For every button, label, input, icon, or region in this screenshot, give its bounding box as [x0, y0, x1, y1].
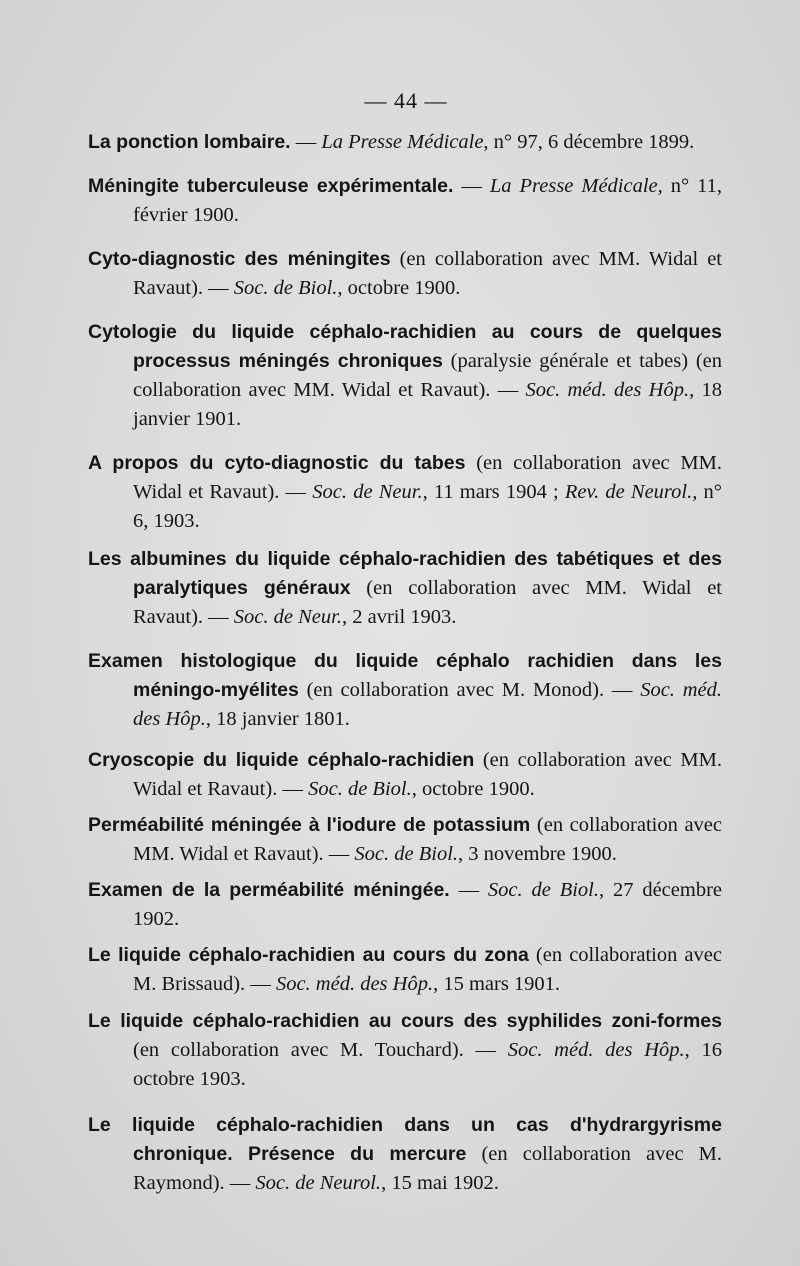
- entry-details: , 15 mai 1902.: [381, 1172, 499, 1194]
- entry-collaboration: (en collaboration avec M. Touchard). —: [133, 1039, 508, 1061]
- entry-details: , 15 mars 1901.: [433, 973, 561, 995]
- entry-title: Le liquide céphalo-rachidien dans un cas d'hydrargyrisme chronique. Présence du mercure: [88, 1114, 722, 1165]
- entry-source: Soc. de Biol.: [308, 778, 412, 800]
- entry-dash: —: [449, 879, 488, 901]
- entry-source: Soc. de Neur.: [233, 606, 342, 628]
- entry-title: Cytologie du liquide céphalo-rachidien au cours de quelques processus méningés chroniques: [88, 321, 722, 372]
- entry-source: Soc. de Biol.: [354, 843, 459, 865]
- entry-title: Le liquide céphalo-rachidien au cours du zona: [88, 944, 529, 966]
- entry-source: La Presse Médicale: [321, 131, 484, 153]
- entry-title: Cyto-diagnostic des méningites: [88, 248, 391, 270]
- entry-details: , 11 mars 1904 ;: [422, 481, 565, 503]
- entry-title: La ponction lombaire.: [88, 131, 291, 153]
- entry-details: , octobre 1900.: [337, 277, 461, 299]
- entry-collaboration: (en collaboration avec MM. Widal et Ravaut). —: [133, 749, 722, 800]
- entry-collaboration: (en collaboration avec MM. Widal et Ravaut). —: [133, 248, 722, 299]
- bibliography-entry: [88, 545, 722, 632]
- bibliography-entry: [88, 245, 722, 303]
- entry-source: Soc. de Biol.: [233, 277, 338, 299]
- bibliography-entry: [88, 746, 722, 804]
- entry-details: , octobre 1900.: [411, 778, 535, 800]
- entry-details: , 2 avril 1903.: [341, 606, 457, 628]
- bibliography-entry: [88, 1007, 722, 1094]
- entry-details: , 27 décembre 1902.: [133, 879, 722, 930]
- entry-collaboration: (en collaboration avec MM. Widal et Ravaut). —: [133, 814, 722, 865]
- entry-details: , 3 novembre 1900.: [458, 843, 617, 865]
- entry-source: Soc. méd. des Hôp.: [525, 379, 690, 401]
- entry-collaboration: (en collaboration avec M. Raymond). —: [133, 1143, 722, 1194]
- entry-source: Soc. méd. des Hôp.: [133, 679, 722, 730]
- bibliography-entry: [88, 172, 722, 230]
- entry-title: Les albumines du liquide céphalo-rachidien des tabétiques et des paralytiques généraux: [88, 548, 722, 599]
- entry-source: Soc. de Biol.: [487, 879, 599, 901]
- entry-details: n° 11, février 1900.: [133, 175, 723, 226]
- entry-collaboration: (paralysie générale et tabes) (en collaboration avec MM. Widal et Ravaut). —: [133, 350, 722, 401]
- entry-source: Soc. de Neurol.: [255, 1172, 382, 1194]
- entry-details: , n° 6, 1903.: [133, 481, 722, 532]
- entry-details: , n° 97, 6 décembre 1899.: [483, 131, 695, 153]
- entry-dash: —: [290, 131, 322, 153]
- entry-title: A propos du cyto-diagnostic du tabes: [88, 452, 466, 474]
- entry-details: , 18 janvier 1801.: [205, 708, 350, 730]
- entry-title: Méningite tuberculeuse expérimentale.: [88, 175, 454, 197]
- entry-title: Examen de la perméabilité méningée.: [88, 879, 450, 901]
- bibliography-list: [88, 128, 722, 1198]
- entry-collaboration: (en collaboration avec MM. Widal et Ravaut). —: [133, 452, 722, 503]
- entry-dash: —: [453, 175, 490, 197]
- entry-source: La Presse Médicale,: [489, 175, 663, 197]
- entry-title: Cryoscopie du liquide céphalo-rachidien: [88, 749, 475, 771]
- page-number: — 44 —: [364, 88, 448, 113]
- entry-title: Perméabilité méningée à l'iodure de potassium: [88, 814, 531, 836]
- entry-source: Soc. de Neur.: [312, 481, 423, 503]
- entry-title: Le liquide céphalo-rachidien au cours des syphilides zoni-formes: [88, 1010, 722, 1032]
- entry-details: , 18 janvier 1901.: [133, 379, 723, 430]
- entry-title: Examen histologique du liquide céphalo rachidien dans les méningo-myélites: [88, 650, 722, 701]
- entry-source-secondary: Rev. de Neurol.: [564, 481, 693, 503]
- bibliography-entry: [88, 318, 722, 434]
- entry-collaboration: (en collaboration avec M. Monod). —: [298, 679, 641, 701]
- bibliography-entry: [88, 876, 722, 934]
- bibliography-entry: [88, 811, 722, 869]
- entry-details: , 16 octobre 1903.: [133, 1039, 722, 1090]
- bibliography-entry: [88, 128, 722, 157]
- bibliography-entry: [88, 449, 722, 536]
- bibliography-entry: [88, 647, 722, 734]
- entry-collaboration: (en collaboration avec MM. Widal et Ravaut). —: [133, 577, 723, 628]
- entry-source: Soc. méd. des Hôp.: [275, 973, 434, 995]
- bibliography-entry: [88, 941, 722, 999]
- entry-source: Soc. méd. des Hôp.: [507, 1039, 685, 1061]
- entry-collaboration: (en collaboration avec M. Brissaud). —: [133, 944, 722, 995]
- bibliography-entry: [88, 1111, 722, 1198]
